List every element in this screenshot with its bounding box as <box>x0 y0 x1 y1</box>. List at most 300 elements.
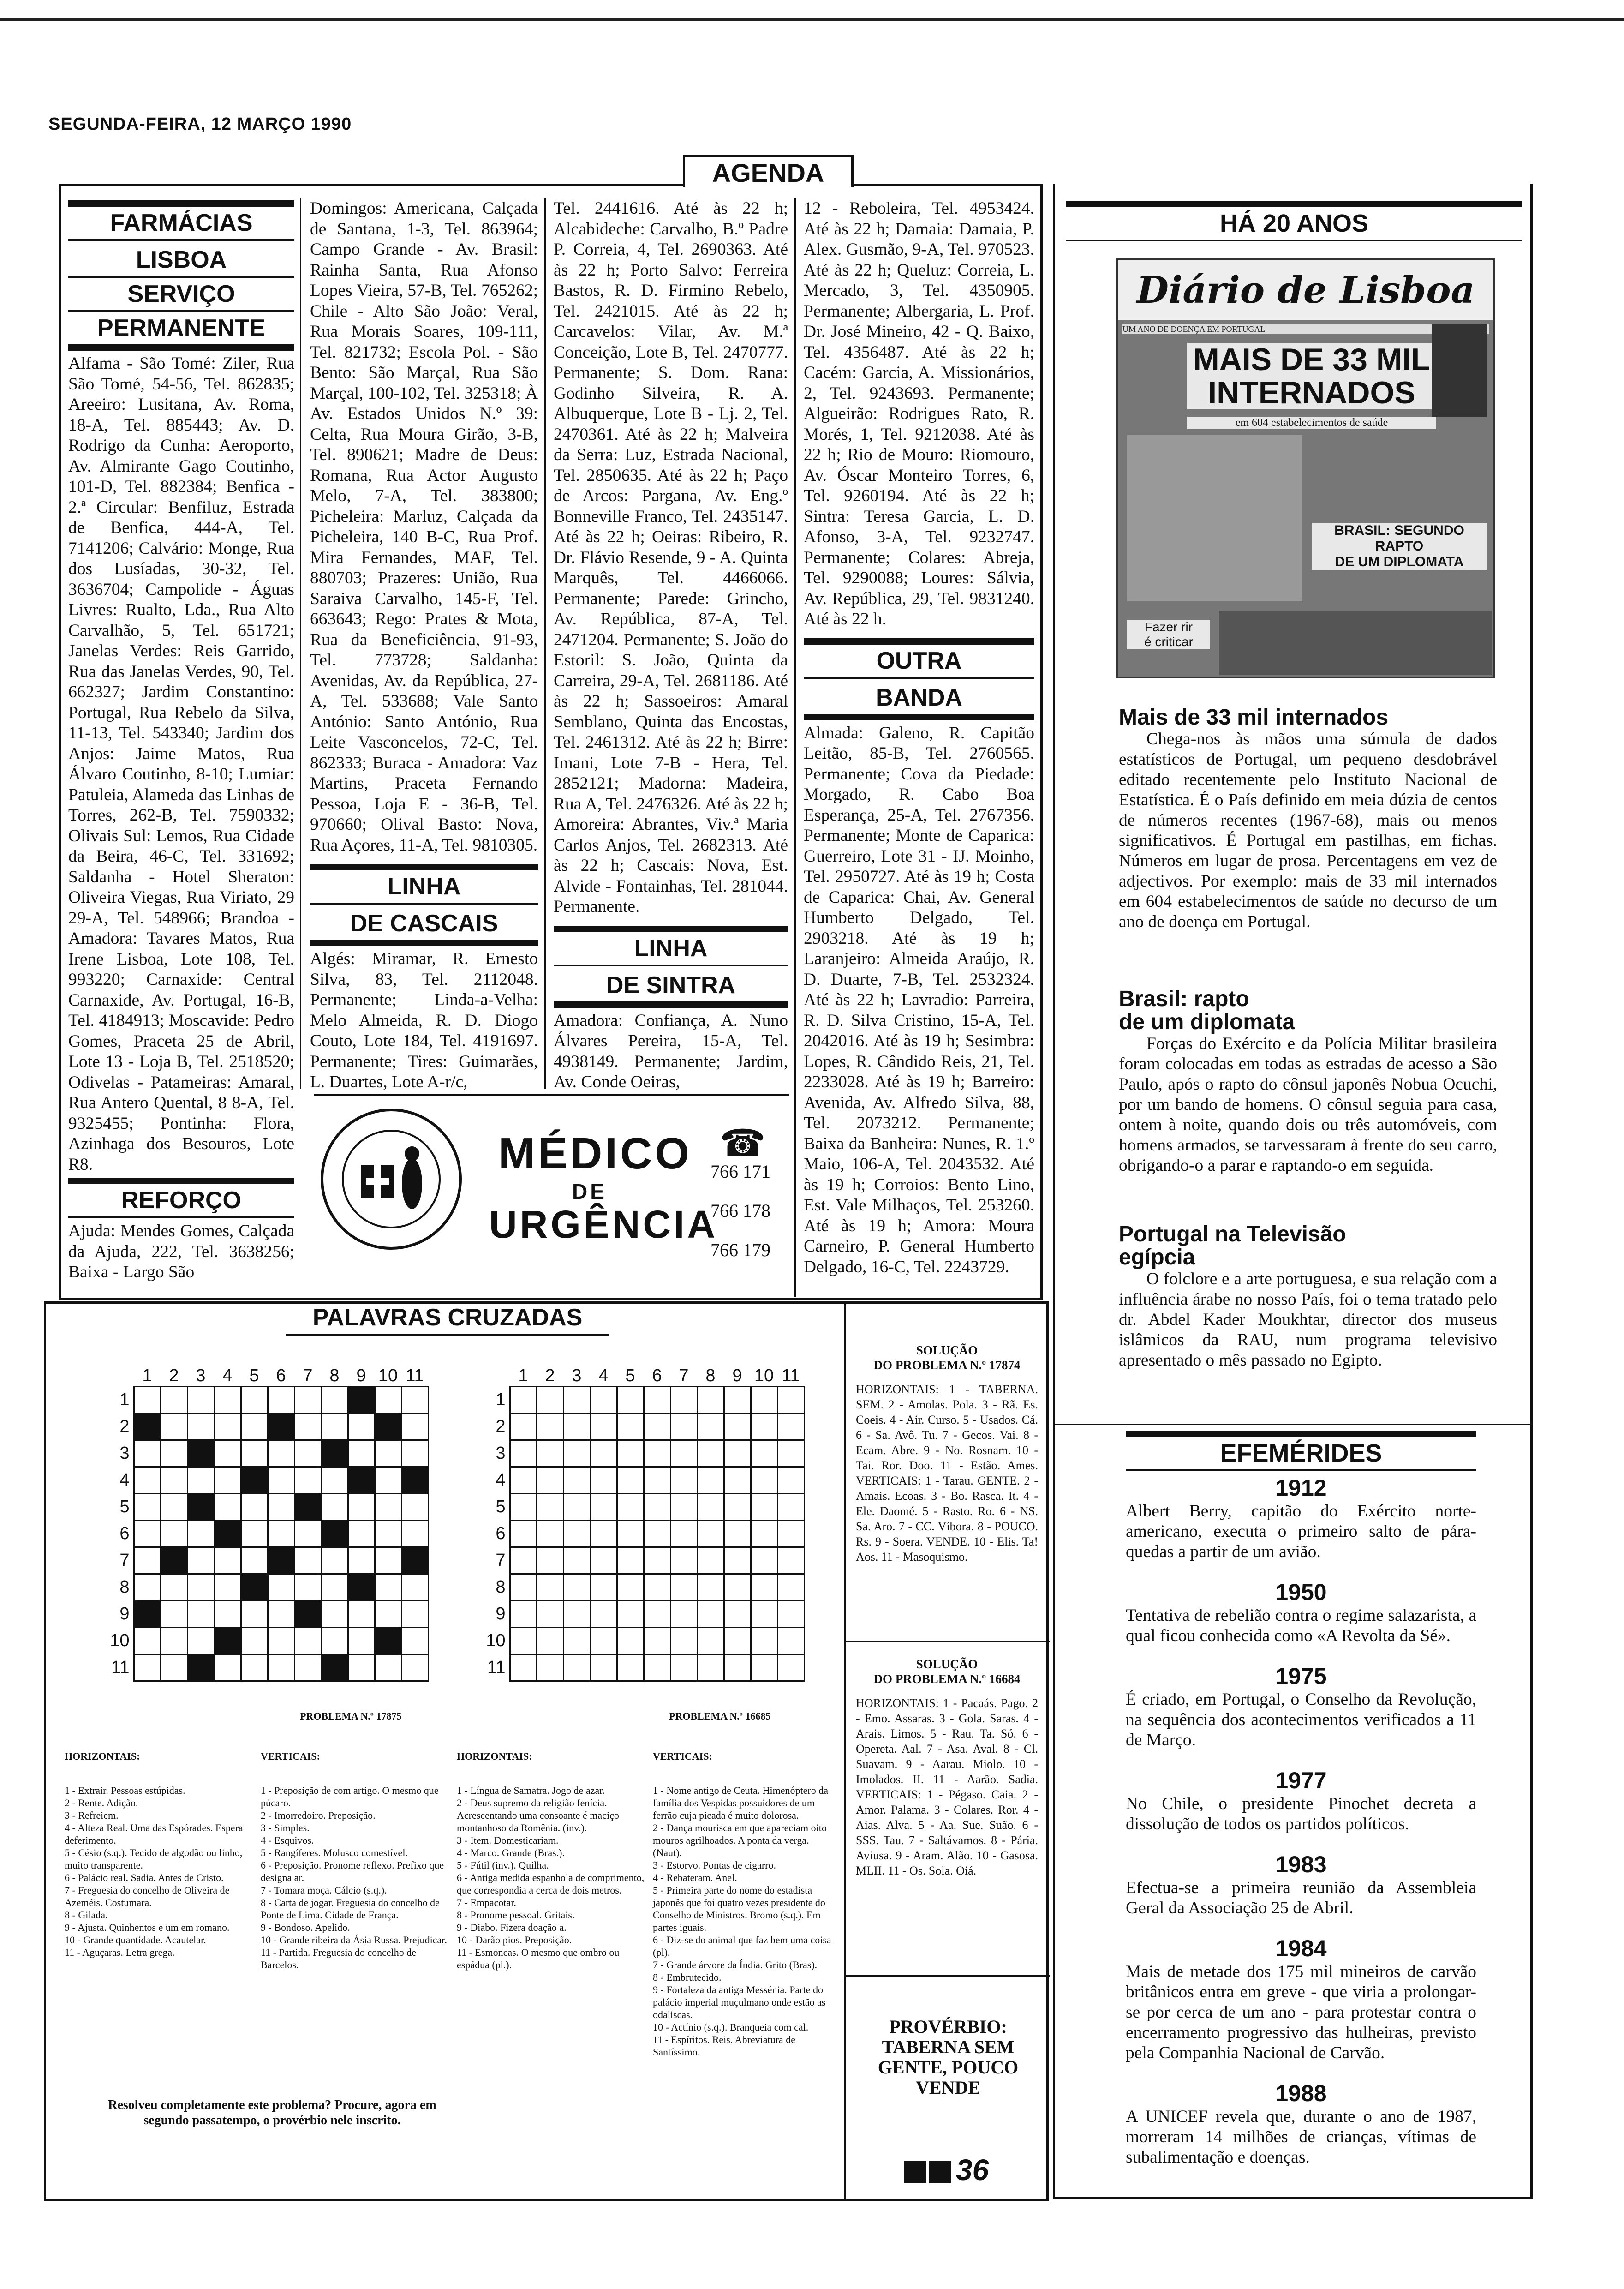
crossword-cell[interactable] <box>724 1467 751 1494</box>
column-number: 3 <box>572 1366 582 1385</box>
crossword-cell[interactable] <box>537 1628 563 1654</box>
crossword-cell[interactable] <box>375 1654 401 1681</box>
crossword-cell[interactable] <box>724 1494 751 1521</box>
crossword-cell[interactable] <box>563 1654 590 1681</box>
photo-fazer-rir <box>1127 620 1210 649</box>
crossword-cell[interactable] <box>134 1494 161 1521</box>
column-number: 6 <box>276 1366 286 1385</box>
crossword-cell[interactable] <box>321 1654 348 1681</box>
crossword-cell[interactable] <box>510 1654 537 1681</box>
crossword-cell[interactable] <box>617 1467 644 1494</box>
crossword-cell[interactable] <box>617 1654 644 1681</box>
crossword-cell[interactable] <box>161 1654 187 1681</box>
crossword-cell[interactable] <box>777 1440 804 1467</box>
column-rule <box>544 198 546 1089</box>
crossword-cell[interactable] <box>134 1467 161 1494</box>
crossword-cell[interactable] <box>268 1574 294 1601</box>
phone-icon: ☎ <box>720 1123 766 1164</box>
crossword-cell[interactable] <box>537 1387 563 1414</box>
crossword-cell[interactable] <box>375 1547 401 1574</box>
crossword-cell[interactable] <box>777 1521 804 1547</box>
crossword-cell[interactable] <box>348 1467 375 1494</box>
crossword-cell[interactable] <box>724 1654 751 1681</box>
crossword-cell[interactable] <box>321 1547 348 1574</box>
clues-2-horizontal <box>457 1738 651 1983</box>
crossword-cell[interactable] <box>187 1440 214 1467</box>
crossword-cell[interactable] <box>321 1574 348 1601</box>
efemerides-list <box>1126 1474 1476 2168</box>
crossword-cell[interactable] <box>348 1521 375 1547</box>
crossword-cell[interactable] <box>751 1494 777 1521</box>
crossword-cell[interactable] <box>510 1521 537 1547</box>
crossword-cell[interactable] <box>777 1628 804 1654</box>
crossword-cell[interactable] <box>697 1654 724 1681</box>
year: 1977 <box>1275 1768 1327 1793</box>
crossword-cell[interactable] <box>537 1574 563 1601</box>
crossword-cell[interactable] <box>670 1547 697 1574</box>
crossword-cell[interactable] <box>134 1440 161 1467</box>
photo-image <box>1127 435 1302 601</box>
crossword-cell[interactable] <box>670 1601 697 1628</box>
crossword-cell[interactable] <box>777 1467 804 1494</box>
crossword-cell[interactable] <box>321 1521 348 1547</box>
crossword-cell[interactable] <box>214 1387 241 1414</box>
crossword-cell[interactable] <box>590 1387 617 1414</box>
pharmacy-list: Ajuda: Mendes Gomes, Calçada da Ajuda, 222, Tel. 3638256; Baixa - Largo São <box>68 1222 294 1282</box>
crossword-cell[interactable] <box>617 1387 644 1414</box>
crossword-cell[interactable] <box>590 1494 617 1521</box>
crossword-cell[interactable] <box>348 1601 375 1628</box>
crossword-cell[interactable] <box>563 1414 590 1440</box>
crossword-cell[interactable] <box>375 1521 401 1547</box>
crossword-cell[interactable] <box>187 1654 214 1681</box>
column-number: 10 <box>378 1366 398 1385</box>
year: 1988 <box>1275 2080 1327 2106</box>
crossword-cell[interactable] <box>670 1654 697 1681</box>
crossword-cell[interactable] <box>563 1467 590 1494</box>
crossword-cell[interactable] <box>751 1654 777 1681</box>
crossword-cell[interactable] <box>214 1414 241 1440</box>
crossword-cell[interactable] <box>375 1494 401 1521</box>
crossword-cell[interactable] <box>294 1467 321 1494</box>
crossword-cell[interactable] <box>724 1521 751 1547</box>
crossword-cell[interactable] <box>670 1628 697 1654</box>
crossword-cell[interactable] <box>241 1440 268 1467</box>
crossword-cell[interactable] <box>590 1467 617 1494</box>
crossword-cell[interactable] <box>161 1547 187 1574</box>
crossword-cell[interactable] <box>590 1601 617 1628</box>
crossword-cell[interactable] <box>777 1654 804 1681</box>
photo-brasil-1: BRASIL: SEGUNDO RAPTO <box>1334 523 1464 554</box>
crossword-cell[interactable] <box>294 1601 321 1628</box>
crossword-cell[interactable] <box>294 1414 321 1440</box>
crossword-cell[interactable] <box>375 1414 401 1440</box>
ad-phone: 766 179 <box>710 1240 770 1260</box>
crossword-cell[interactable] <box>590 1547 617 1574</box>
crossword-cell[interactable] <box>348 1494 375 1521</box>
crossword-cell[interactable] <box>375 1467 401 1494</box>
crossword-cell[interactable] <box>375 1387 401 1414</box>
crossword-cell[interactable] <box>241 1494 268 1521</box>
crossword-cell[interactable] <box>724 1628 751 1654</box>
crossword-cell[interactable] <box>751 1574 777 1601</box>
crossword-cell[interactable] <box>510 1494 537 1521</box>
pharmacy-list: Alfama - São Tomé: Ziler, Rua São Tomé, 54-56, Tel. 862835; Areeiro: Lusitana, Av. Roma, 18-A, Tel. 885443; Av. D. Rodrigo da Cunha: Aeroporto, Av. Almirante Gago Coutinho, 101-D, Tel. 882384; Benfica - 2.ª Circular: Benfiluz, Estrada de Benfica, 444-A, Tel. 7141206; Calvário: Monge, Rua dos Lusíadas, 30-32, Tel. 3636704; Campolide - Águas Livres: Rualto, Lda., Rua Alto Carvalhão, 5, Tel. 651721; Janelas Verdes: Reis Garrido, Rua das Janelas Verdes, 90, Tel. 662327; Jardim Constantino: Portugal, Rua Rebelo da Silva, 11-13, Tel. 543340; Jardim dos Anjos: Jaime Matos, Rua Álvaro Coutinho, 8-10; Lumiar: Patuleia, Alameda das Linhas de Torres, 262-B, Tel. 7590332; Olivais Sul: Lemos, Rua Cidade da Beira, 46-C, Tel. 331692; Saldanha - Hotel Sheraton: Oliveira Viegas, Rua Viriato, 29 29-A, Tel. 548966; Brandoa - Amadora: Tavares Matos, Rua Irene Lisboa, Lote 108, Tel. 993220; Carnaxide: Central Carnaxide, Av. Portugal, 16-B, Tel. 4184913; Moscavide: Pedro Gomes, Praceta 25 de Abril, Lote 13 - Loja B, Tel. 2518520; Odivelas - Patameiras: Amaral, Rua Antero Quental, 8 8-A, Tel. 9325455; Pontinha: Flora, Azinhaga dos Besouros, Lote R8. <box>68 354 294 1174</box>
crossword-cell[interactable] <box>644 1467 670 1494</box>
crossword-cell[interactable] <box>617 1628 644 1654</box>
event-text: É criado, em Portugal, o Conselho da Revolução, na sequência dos acontecimentos verificados a 11 de Março. <box>1126 1690 1476 1750</box>
row-number: 9 <box>119 1604 130 1624</box>
crossword-cell[interactable] <box>401 1601 428 1628</box>
crossword-cell[interactable] <box>644 1440 670 1467</box>
crossword-cell[interactable] <box>590 1628 617 1654</box>
crossword-cell[interactable] <box>134 1574 161 1601</box>
crossword-cell[interactable] <box>187 1547 214 1574</box>
crossword-cell[interactable] <box>375 1574 401 1601</box>
crossword-cell[interactable] <box>161 1387 187 1414</box>
crossword-cell[interactable] <box>375 1440 401 1467</box>
column-number: 1 <box>518 1366 528 1385</box>
crossword-cell[interactable] <box>268 1494 294 1521</box>
crossword-cell[interactable] <box>214 1601 241 1628</box>
crossword-cell[interactable] <box>617 1574 644 1601</box>
crossword-grid-17875 <box>106 1366 429 1682</box>
story-1-headline: Mais de 33 mil internados <box>1119 705 1389 730</box>
story-2-headline-1: Brasil: rapto <box>1119 987 1249 1011</box>
crossword-cell[interactable] <box>644 1654 670 1681</box>
year: 1912 <box>1275 1475 1327 1501</box>
crossword-cell[interactable] <box>241 1467 268 1494</box>
crossword-cell[interactable] <box>294 1521 321 1547</box>
column-number: 5 <box>625 1366 635 1385</box>
crossword-cell[interactable] <box>510 1440 537 1467</box>
crossword-cell[interactable] <box>214 1440 241 1467</box>
crossword-cell[interactable] <box>697 1521 724 1547</box>
crossword-cell[interactable] <box>187 1574 214 1601</box>
crossword-cell[interactable] <box>268 1467 294 1494</box>
crossword-cell[interactable] <box>401 1387 428 1414</box>
crossword-cell[interactable] <box>348 1574 375 1601</box>
crossword-cell[interactable] <box>348 1440 375 1467</box>
column-number: 8 <box>329 1366 340 1385</box>
crossword-cell[interactable] <box>294 1387 321 1414</box>
crossword-cell[interactable] <box>161 1494 187 1521</box>
proverb: PROVÉRBIO: TABERNA SEM GENTE, POUCO VENDE <box>878 2016 1019 2098</box>
crossword-cell[interactable] <box>241 1547 268 1574</box>
crossword-cell[interactable] <box>697 1467 724 1494</box>
crossword-cell[interactable] <box>670 1494 697 1521</box>
crossword-cell[interactable] <box>161 1467 187 1494</box>
crossword-cell[interactable] <box>617 1601 644 1628</box>
crossword-cell[interactable] <box>777 1387 804 1414</box>
crossword-cell[interactable] <box>294 1654 321 1681</box>
crossword-cell[interactable] <box>617 1494 644 1521</box>
crossword-cell[interactable] <box>724 1547 751 1574</box>
crossword-cell[interactable] <box>563 1521 590 1547</box>
rule <box>844 1641 1050 1642</box>
crossword-cell[interactable] <box>214 1547 241 1574</box>
crossword-cell[interactable] <box>348 1547 375 1574</box>
crossword-cell[interactable] <box>724 1414 751 1440</box>
crossword-cell[interactable] <box>268 1387 294 1414</box>
crossword-cell[interactable] <box>214 1628 241 1654</box>
story-3-text: O folclore e a arte portuguesa, e sua relação com a influência árabe no nosso País, foi o tema tratado pelo dr. Abdel Kader Moukhtar, director dos museus islâmicos da RAU, num programa televisivo apresentado o mês passado no Egipto. <box>1119 1270 1497 1370</box>
crossword-cell[interactable] <box>563 1494 590 1521</box>
crossword-cell[interactable] <box>161 1574 187 1601</box>
crossword-cell[interactable] <box>294 1440 321 1467</box>
crossword-cell[interactable] <box>670 1574 697 1601</box>
crossword-cell[interactable] <box>644 1521 670 1547</box>
crossword-cell[interactable] <box>294 1547 321 1574</box>
crossword-cell[interactable] <box>401 1574 428 1601</box>
crossword-cell[interactable] <box>697 1494 724 1521</box>
problem-2-title: PROBLEMA N.º 16685 <box>669 1710 771 1722</box>
crossword-cell[interactable] <box>321 1414 348 1440</box>
crossword-cell[interactable] <box>241 1387 268 1414</box>
crossword-cell[interactable] <box>563 1601 590 1628</box>
crossword-cell[interactable] <box>401 1628 428 1654</box>
ad-line-de: DE <box>572 1180 607 1204</box>
section-heading: BANDA <box>804 682 1034 720</box>
crossword-cell[interactable] <box>241 1574 268 1601</box>
crossword-cell[interactable] <box>321 1628 348 1654</box>
event-text: A UNICEF revela que, durante o ano de 1987, morreram 14 milhões de crianças, vítimas de subalimentação e doenças. <box>1126 2107 1476 2167</box>
photo-brasil-2: DE UM DIPLOMATA <box>1335 554 1464 569</box>
ad-phone: 766 171 <box>710 1161 770 1182</box>
crossword-cell[interactable] <box>590 1440 617 1467</box>
crossword-cell[interactable] <box>161 1521 187 1547</box>
crossword-cell[interactable] <box>134 1601 161 1628</box>
crossword-cell[interactable] <box>724 1574 751 1601</box>
section-heading: REFORÇO <box>68 1178 294 1218</box>
crossword-cell[interactable] <box>241 1414 268 1440</box>
crossword-cell[interactable] <box>537 1494 563 1521</box>
crossword-cell[interactable] <box>401 1414 428 1440</box>
crossword-cell[interactable] <box>401 1654 428 1681</box>
crossword-cell[interactable] <box>777 1574 804 1601</box>
crossword-cell[interactable] <box>294 1494 321 1521</box>
crossword-cell[interactable] <box>644 1547 670 1574</box>
row-number: 5 <box>496 1497 506 1516</box>
crossword-cell[interactable] <box>537 1654 563 1681</box>
crossword-cell[interactable] <box>294 1574 321 1601</box>
crossword-cell[interactable] <box>777 1494 804 1521</box>
crossword-cell[interactable] <box>644 1414 670 1440</box>
crossword-cell[interactable] <box>268 1414 294 1440</box>
crossword-cell[interactable] <box>510 1467 537 1494</box>
crossword-cell[interactable] <box>268 1547 294 1574</box>
crossword-cell[interactable] <box>644 1628 670 1654</box>
story-2-text: Forças do Exército e da Polícia Militar brasileira foram colocadas em todas as estradas de acesso a São Paulo, após o rapto do cônsul japonês Nobua Ocuchi, por um bando de homens. O cônsul seguia para casa, ontem à noite, quando dois ou três automóveis, com homens armados, se tarvessaram à frente do seu carro, obrigando-o a parar e raptando-o em seguida. <box>1119 1034 1497 1175</box>
crossword-cell[interactable] <box>401 1440 428 1467</box>
crossword-cell[interactable] <box>161 1440 187 1467</box>
crossword-cell[interactable] <box>751 1628 777 1654</box>
crossword-cell[interactable] <box>187 1414 214 1440</box>
row-number: 3 <box>496 1444 506 1463</box>
crossword-cell[interactable] <box>321 1601 348 1628</box>
crossword-cell[interactable] <box>161 1601 187 1628</box>
crossword-cell[interactable] <box>214 1467 241 1494</box>
crossword-cell[interactable] <box>751 1414 777 1440</box>
crossword-cell[interactable] <box>590 1521 617 1547</box>
crossword-cell[interactable] <box>214 1574 241 1601</box>
crossword-cell[interactable] <box>401 1494 428 1521</box>
crossword-cell[interactable] <box>348 1654 375 1681</box>
section-heading: OUTRA <box>804 638 1034 679</box>
crossword-cell[interactable] <box>187 1521 214 1547</box>
crossword-cell[interactable] <box>590 1574 617 1601</box>
crossword-cell[interactable] <box>134 1521 161 1547</box>
crossword-cell[interactable] <box>510 1547 537 1574</box>
crossword-cell[interactable] <box>644 1387 670 1414</box>
crossword-cell[interactable] <box>375 1628 401 1654</box>
column-number: 2 <box>545 1366 555 1385</box>
crossword-cell[interactable] <box>187 1494 214 1521</box>
crossword-cell[interactable] <box>321 1467 348 1494</box>
crossword-cell[interactable] <box>697 1547 724 1574</box>
crossword-cell[interactable] <box>751 1521 777 1547</box>
crossword-cell[interactable] <box>563 1574 590 1601</box>
crossword-cell[interactable] <box>268 1521 294 1547</box>
crossword-cell[interactable] <box>294 1628 321 1654</box>
crossword-cell[interactable] <box>670 1440 697 1467</box>
crossword-cell[interactable] <box>617 1521 644 1547</box>
crossword-cell[interactable] <box>724 1440 751 1467</box>
crossword-cell[interactable] <box>670 1414 697 1440</box>
agenda-column-3 <box>554 198 788 1093</box>
crossword-cell[interactable] <box>697 1440 724 1467</box>
crossword-cell[interactable] <box>241 1601 268 1628</box>
crossword-cell[interactable] <box>697 1414 724 1440</box>
crossword-cell[interactable] <box>617 1440 644 1467</box>
crossword-cell[interactable] <box>241 1521 268 1547</box>
solution-1 <box>856 1343 1038 1564</box>
crossword-cell[interactable] <box>724 1387 751 1414</box>
crossword-cell[interactable] <box>348 1387 375 1414</box>
crossword-cell[interactable] <box>590 1414 617 1440</box>
pharmacy-list: Amadora: Confiança, A. Nuno Álvares Pereira, 15-A, Tel. 4938149. Permanente; Jardim, Av. Conde Oeiras, <box>554 1011 788 1091</box>
crossword-cell[interactable] <box>537 1547 563 1574</box>
crossword-cell[interactable] <box>401 1547 428 1574</box>
crossword-cell[interactable] <box>697 1628 724 1654</box>
story-3-headline-2: egípcia <box>1119 1245 1195 1270</box>
crossword-cell[interactable] <box>214 1654 241 1681</box>
crossword-cell[interactable] <box>134 1414 161 1440</box>
crossword-cell[interactable] <box>563 1547 590 1574</box>
crossword-cell[interactable] <box>321 1494 348 1521</box>
crossword-cell[interactable] <box>777 1601 804 1628</box>
event-text: Tentativa de rebelião contra o regime salazarista, a qual ficou conhecida como «A Revolta da Sé». <box>1126 1606 1476 1645</box>
crossword-cell[interactable] <box>401 1521 428 1547</box>
row-number: 10 <box>110 1631 130 1650</box>
crossword-cell[interactable] <box>510 1387 537 1414</box>
crossword-cell[interactable] <box>670 1521 697 1547</box>
crossword-cell[interactable] <box>187 1467 214 1494</box>
clues-2-vertical <box>653 1738 837 2071</box>
crossword-cell[interactable] <box>751 1467 777 1494</box>
rule <box>844 1975 1050 1977</box>
crossword-cell[interactable] <box>134 1547 161 1574</box>
crossword-cell[interactable] <box>214 1494 241 1521</box>
crossword-cell[interactable] <box>510 1601 537 1628</box>
crossword-cell[interactable] <box>187 1628 214 1654</box>
crossword-cell[interactable] <box>670 1467 697 1494</box>
crossword-cell[interactable] <box>321 1440 348 1467</box>
crossword-cell[interactable] <box>751 1387 777 1414</box>
crossword-cell[interactable] <box>751 1601 777 1628</box>
crossword-cell[interactable] <box>644 1574 670 1601</box>
crossword-cell[interactable] <box>510 1414 537 1440</box>
crossword-cell[interactable] <box>268 1601 294 1628</box>
crossword-cell[interactable] <box>697 1574 724 1601</box>
page-number-text: 36 <box>956 2153 989 2187</box>
crossword-cell[interactable] <box>241 1628 268 1654</box>
crossword-cell[interactable] <box>697 1601 724 1628</box>
crossword-cell[interactable] <box>563 1387 590 1414</box>
crossword-cell[interactable] <box>697 1387 724 1414</box>
event-text: Efectua-se a primeira reunião da Assembleia Geral da Associação 25 de Abril. <box>1126 1878 1476 1917</box>
crossword-cell[interactable] <box>161 1414 187 1440</box>
pharmacy-list: Almada: Galeno, R. Capitão Leitão, 85-B, Tel. 2760565. Permanente; Cova da Piedade: Morgado, R. Cabo Boa Esperança, 25-A, Tel. 2767356. Permanente; Monte de Caparica: Guerreiro, Lote 31 - IJ. Moinho, Tel. 2950727. Até às 19 h; Costa de Caparica: Chai, Av. General Humberto Delgado, Tel. 2903218. Até às 19 h; Laranjeiro: Almeida Araújo, R. D. Duarte, 7-B, Tel. 2532324. Até às 22 h; Lavradio: Parreira, R. D. Silva Cristino, 15-A, Tel. 2042016. Até às 19 h; Sesimbra: Lopes, R. Cândido Reis, 21, Tel. 2233028. Até às 19 h; Barreiro: Avenida, Av. Alfredo Silva, 88, Tel. 2073212. Permanente; Baixa da Banheira: Nunes, R. 1.º Maio, 106-A, Tel. 2043532. Até às 19 h; Corroios: Bento Lino, Est. Vale Milhaços, Tel. 253260. Até às 19 h; Amora: Moura Carneiro, P. General Humberto Delgado, 16-C, Tel. 2243729. <box>804 723 1034 1276</box>
crossword-cell[interactable] <box>268 1628 294 1654</box>
crossword-cell[interactable] <box>134 1654 161 1681</box>
crossword-cell[interactable] <box>537 1521 563 1547</box>
crossword-cell[interactable] <box>670 1387 697 1414</box>
column-number: 8 <box>705 1366 716 1385</box>
solution-2 <box>856 1657 1038 1878</box>
photo-headline-2: INTERNADOS <box>1208 375 1415 410</box>
crossword-cell[interactable] <box>617 1414 644 1440</box>
crossword-cell[interactable] <box>348 1628 375 1654</box>
crossword-cell[interactable] <box>777 1547 804 1574</box>
crossword-cell[interactable] <box>510 1574 537 1601</box>
crossword-cell[interactable] <box>644 1494 670 1521</box>
clues-text: 1 - Extrair. Pessoas estúpidas. 2 - Rente. Adição. 3 - Refreiem. 4 - Alteza Real. Uma das Espórades. Espera deferimento. 5 - Césio (s.q.). Tecido de algodão ou linho, muito transparente. 6 - Palácio real. Sadia. Antes de Cristo. 7 - Freguesia do concelho de Oliveira de Azeméis. Costumara. 8 - Gilada. 9 - Ajusta. Quinhentos e um em romano. 10 - Grande quantidade. Acautelar. 11 - Aguçaras. Letra grega. <box>65 1785 243 1958</box>
clues-text: 1 - Língua de Samatra. Jogo de azar. 2 - Deus supremo da religião fenícia. Acrescentando uma consoante é maciço montanhoso da Romênia. (inv.). 3 - Item. Domesticariam. 4 - Marco. Grande (Bras.). 5 - Fútil (inv.). Quilha. 6 - Antiga medida espanhola de comprimento, que correspondia a cerca de dois metros. 7 - Empacotar. 8 - Pronome pessoal. Gritais. 9 - Diabo. Fizera doação a. 10 - Darão pios. Preposição. 11 - Esmoncas. O mesmo que ombro ou espádua (pl.). <box>457 1785 645 1971</box>
crossword-cell[interactable] <box>537 1414 563 1440</box>
crossword-cell[interactable] <box>375 1601 401 1628</box>
medical-ad <box>314 1094 789 1288</box>
crossword-cell[interactable] <box>241 1654 268 1681</box>
crossword-cell[interactable] <box>214 1521 241 1547</box>
crossword-cell[interactable] <box>161 1628 187 1654</box>
crossword-cell[interactable] <box>751 1547 777 1574</box>
crossword-cell[interactable] <box>268 1440 294 1467</box>
crossword-cell[interactable] <box>777 1414 804 1440</box>
row-number: 7 <box>496 1551 506 1570</box>
crossword-cell[interactable] <box>537 1440 563 1467</box>
crossword-cell[interactable] <box>644 1601 670 1628</box>
crossword-cell[interactable] <box>537 1601 563 1628</box>
crossword-cell[interactable] <box>134 1628 161 1654</box>
crossword-cell[interactable] <box>321 1387 348 1414</box>
logo-icon <box>929 2161 951 2183</box>
crossword-cell[interactable] <box>537 1467 563 1494</box>
crossword-cell[interactable] <box>348 1414 375 1440</box>
crossword-cell[interactable] <box>134 1387 161 1414</box>
crossword-cell[interactable] <box>268 1654 294 1681</box>
crossword-cell[interactable] <box>563 1628 590 1654</box>
crossword-cell[interactable] <box>187 1387 214 1414</box>
crossword-cell[interactable] <box>617 1547 644 1574</box>
crossword-cell[interactable] <box>751 1440 777 1467</box>
crossword-cell[interactable] <box>187 1601 214 1628</box>
crossword-cell[interactable] <box>510 1628 537 1654</box>
crossword-cell[interactable] <box>590 1654 617 1681</box>
crossword-cell[interactable] <box>563 1440 590 1467</box>
crossword-cell[interactable] <box>401 1467 428 1494</box>
crossword-cell[interactable] <box>724 1601 751 1628</box>
